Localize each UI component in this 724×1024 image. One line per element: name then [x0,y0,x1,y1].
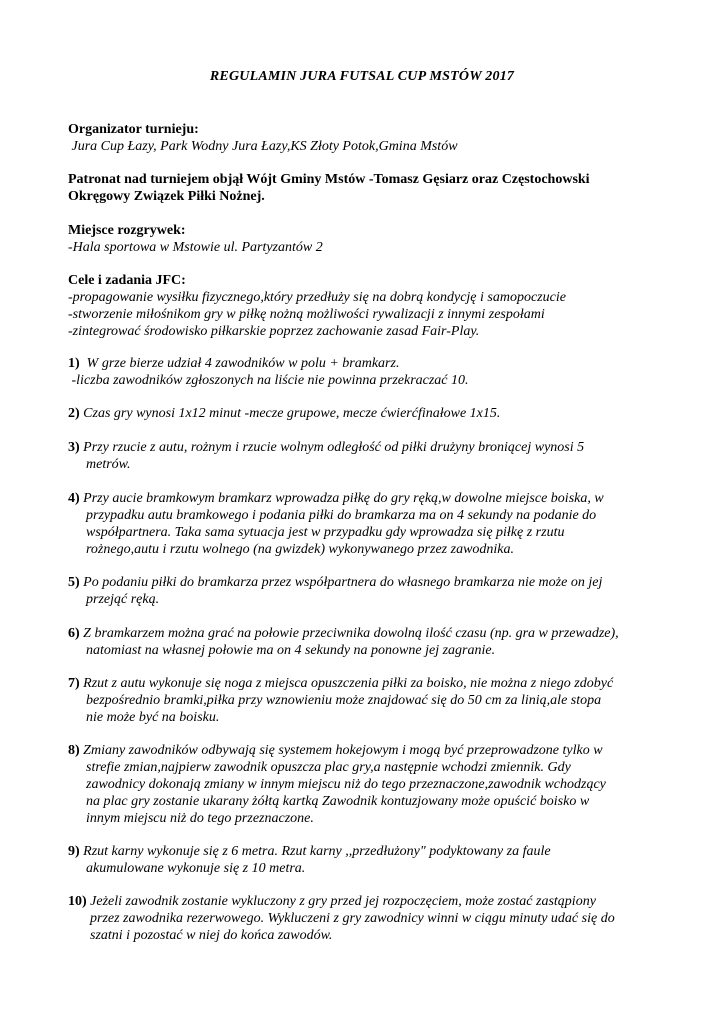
venue-section [68,222,668,256]
rule-7 [68,675,658,726]
rule-text: metrów. [86,457,131,472]
rule-text: rożnego,autu i rzutu wolnego (na gwizdek) wykonywanego przez zawodnika. [86,542,515,557]
organizer-section [68,121,668,155]
rule-number: 3) [68,440,80,455]
rule-text: Przy aucie bramkowym bramkarz wprowadza piłkę do gry ręką,w dowolne miejsce boiska, w [79,491,604,506]
rule-number: 7) [68,676,80,691]
patron-line-1: Patronat nad turniejem objął Wójt Gminy Mstów -Tomasz Gęsiarz oraz Częstochowski [68,172,590,187]
rule-text: szatni i pozostać w niej do końca zawodów. [90,928,333,943]
rule-text: Z bramkarzem można grać na połowie przeciwnika dowolną ilość czasu (np. gra w przewadze), [79,626,619,641]
goals-line: -propagowanie wysiłku fizycznego,który przedłuży się na dobrą kondycję i samopoczucie [68,290,566,305]
rule-9 [68,843,658,877]
rule-text: na plac gry zostanie ukarany żółtą kartką Zawodnik kontuzjowany może opuścić boisko w [86,794,590,809]
organizer-heading: Organizator turnieju: [68,122,199,137]
rule-number: 1) [68,356,80,371]
rule-text: akumulowane wykonuje się z 10 metra. [86,861,306,876]
rule-text: strefie zmian,najpierw zawodnik opuszcza plac gry,a następnie wchodzi zmiennik. Gdy [86,760,571,775]
patron-line-2: Okręgowy Związek Piłki Nożnej. [68,189,265,204]
organizer-text: Jura Cup Łazy, Park Wodny Jura Łazy,KS Złoty Potok,Gmina Mstów [68,139,458,154]
rule-number: 4) [68,491,80,506]
rule-text: nie może być na boisku. [86,710,220,725]
rule-3 [68,439,658,473]
rule-2 [68,405,658,422]
rule-6 [68,625,658,659]
venue-heading: Miejsce rozgrywek: [68,223,186,238]
rule-text: bezpośrednio bramki,piłka przy wznowieniu może znajdować się do 50 cm za linią,ale stopa [86,693,602,708]
rule-number: 10) [68,894,87,909]
rule-number: 2) [68,406,80,421]
goals-line: -zintegrować środowisko piłkarskie poprzez zachowanie zasad Fair-Play. [68,324,480,339]
rule-number: 5) [68,575,80,590]
rule-number: 6) [68,626,80,641]
rule-text: Po podaniu piłki do bramkarza przez współpartnera do własnego bramkarza nie może on jej [79,575,603,590]
rule-text: współpartnera. Taka sama sytuacja jest w przypadku gdy wprowadza się piłkę z rzutu [86,525,565,540]
rule-text: przypadku autu bramkowego i podania piłki do bramkarza ma on 4 sekundy na podanie do [86,508,597,523]
goals-heading: Cele i zadania JFC: [68,273,186,288]
rule-10 [68,893,658,944]
venue-text: -Hala sportowa w Mstowie ul. Partyzantów 2 [68,240,323,255]
patron-section [68,171,668,205]
rule-number: 9) [68,844,80,859]
goals-line: -stworzenie miłośnikom gry w piłkę nożną możliwości rywalizacji z innymi zespołami [68,307,545,322]
rule-text: Czas gry wynosi 1x12 minut -mecze grupowe, mecze ćwierćfinałowe 1x15. [79,406,501,421]
rule-text: zawodnicy dokonają zmiany w innym miejscu niż do tego przeznaczone,zawodnik wchodzący [86,777,606,792]
document-title: REGULAMIN JURA FUTSAL CUP MSTÓW 2017 [209,69,515,84]
rule-1 [68,355,658,389]
rule-text: przez zawodnika rezerwowego. Wykluczeni z gry zawodnicy winni w ciągu minuty udać się do [90,911,615,926]
rule-text: -liczba zawodników zgłoszonych na liście nie powinna przekraczać 10. [68,373,469,388]
rule-text: Przy rzucie z autu, rożnym i rzucie wolnym odległość od piłki drużyny broniącej wynosi 5 [79,440,585,455]
rule-text: natomiast na własnej połowie ma on 4 sekundy na ponowne jej zagranie. [86,643,496,658]
rule-text: Jeżeli zawodnik zostanie wykluczony z gry przed jej rozpoczęciem, może zostać zastąpiony [86,894,596,909]
rule-text: Zmiany zawodników odbywają się systemem hokejowym i mogą być przeprowadzone tylko w [79,743,603,758]
rule-5 [68,574,658,608]
rule-number: 8) [68,743,80,758]
rule-text: innym miejscu niż do tego przeznaczone. [86,811,314,826]
rule-4 [68,490,658,558]
rule-text: Rzut karny wykonuje się z 6 metra. Rzut karny ,,przedłużony" podyktowany za faule [79,844,551,859]
rule-8 [68,742,658,827]
rule-text: Rzut z autu wykonuje się noga z miejsca opuszczenia piłki za boisko, nie można z niego zdobyć [79,676,614,691]
goals-section [68,272,668,340]
rule-text: W grze bierze udział 4 zawodników w polu + bramkarz. [79,356,400,371]
rule-text: przejąć ręką. [86,592,160,607]
